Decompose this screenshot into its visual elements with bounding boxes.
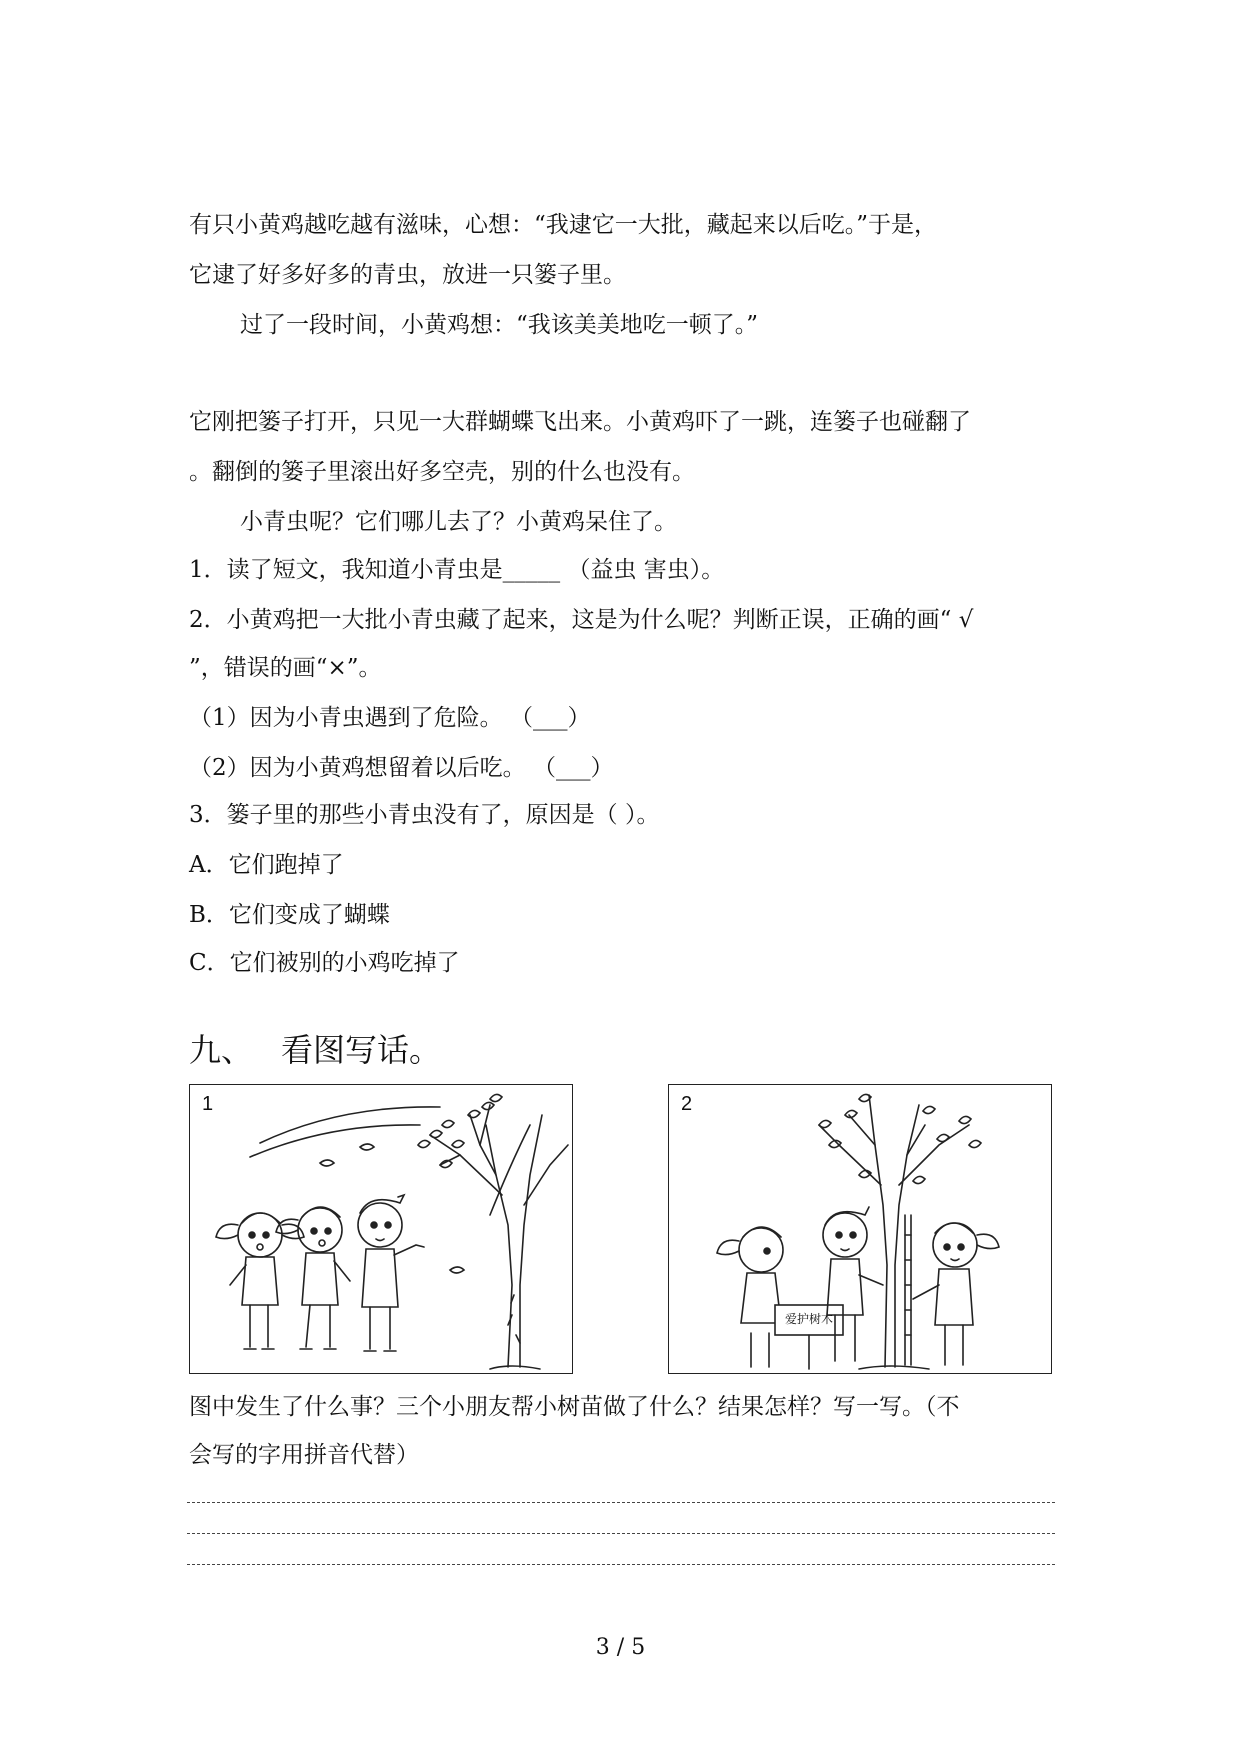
passage-line: 过了一段时间，小黄鸡想：“我该美美地吃一顿了。” <box>240 312 759 338</box>
picture-2 <box>668 1084 1052 1374</box>
picture-number: 2 <box>681 1093 693 1115</box>
passage-line: 它刚把篓子打开，只见一大群蝴蝶飞出来。小黄鸡吓了一跳，连篓子也碰翻了 <box>189 409 971 435</box>
sign-text: 爱护树木 <box>784 1312 833 1326</box>
passage-line: 有只小黄鸡越吃越有滋味，心想：“我逮它一大批，藏起来以后吃。”于是， <box>189 212 938 238</box>
question-1: 1．读了短文，我知道小青虫是_____ （益虫 害虫）。 <box>189 557 725 583</box>
question-2-cont: ”，错误的画“×”。 <box>189 655 382 681</box>
picture-2-illustration <box>669 1085 1053 1375</box>
section-title: 看图写话。 <box>281 1031 442 1069</box>
picture-number: 1 <box>202 1093 214 1115</box>
writing-prompt-cont: 会写的字用拼音代替） <box>189 1442 419 1468</box>
question-2: 2．小黄鸡把一大批小青虫藏了起来，这是为什么呢？判断正误，正确的画“ √ <box>189 607 974 633</box>
passage-line: 。翻倒的篓子里滚出好多空壳，别的什么也没有。 <box>189 459 695 485</box>
picture-1 <box>189 1084 573 1374</box>
writing-prompt: 图中发生了什么事？三个小朋友帮小树苗做了什么？结果怎样？写一写。（不 <box>189 1394 960 1420</box>
writing-line[interactable] <box>187 1533 1055 1534</box>
picture-1-illustration <box>190 1085 574 1375</box>
question-3: 3．篓子里的那些小青虫没有了，原因是（ ）。 <box>189 802 660 828</box>
passage-line: 它逮了好多好多的青虫，放进一只篓子里。 <box>189 262 626 288</box>
option-c: C．它们被别的小鸡吃掉了 <box>189 950 460 976</box>
page-number: 3 / 5 <box>595 1635 646 1660</box>
option-b: B．它们变成了蝴蝶 <box>189 902 390 928</box>
section-number: 九、 <box>189 1031 254 1069</box>
question-2-item-2: （2）因为小黄鸡想留着以后吃。 （___） <box>189 755 614 781</box>
writing-line[interactable] <box>187 1564 1055 1565</box>
question-2-item-1: （1）因为小青虫遇到了危险。 （___） <box>189 705 591 731</box>
option-a: A．它们跑掉了 <box>189 852 344 878</box>
writing-line[interactable] <box>187 1502 1055 1503</box>
section-heading <box>189 1030 441 1070</box>
passage-line: 小青虫呢？它们哪儿去了？小黄鸡呆住了。 <box>240 509 677 535</box>
